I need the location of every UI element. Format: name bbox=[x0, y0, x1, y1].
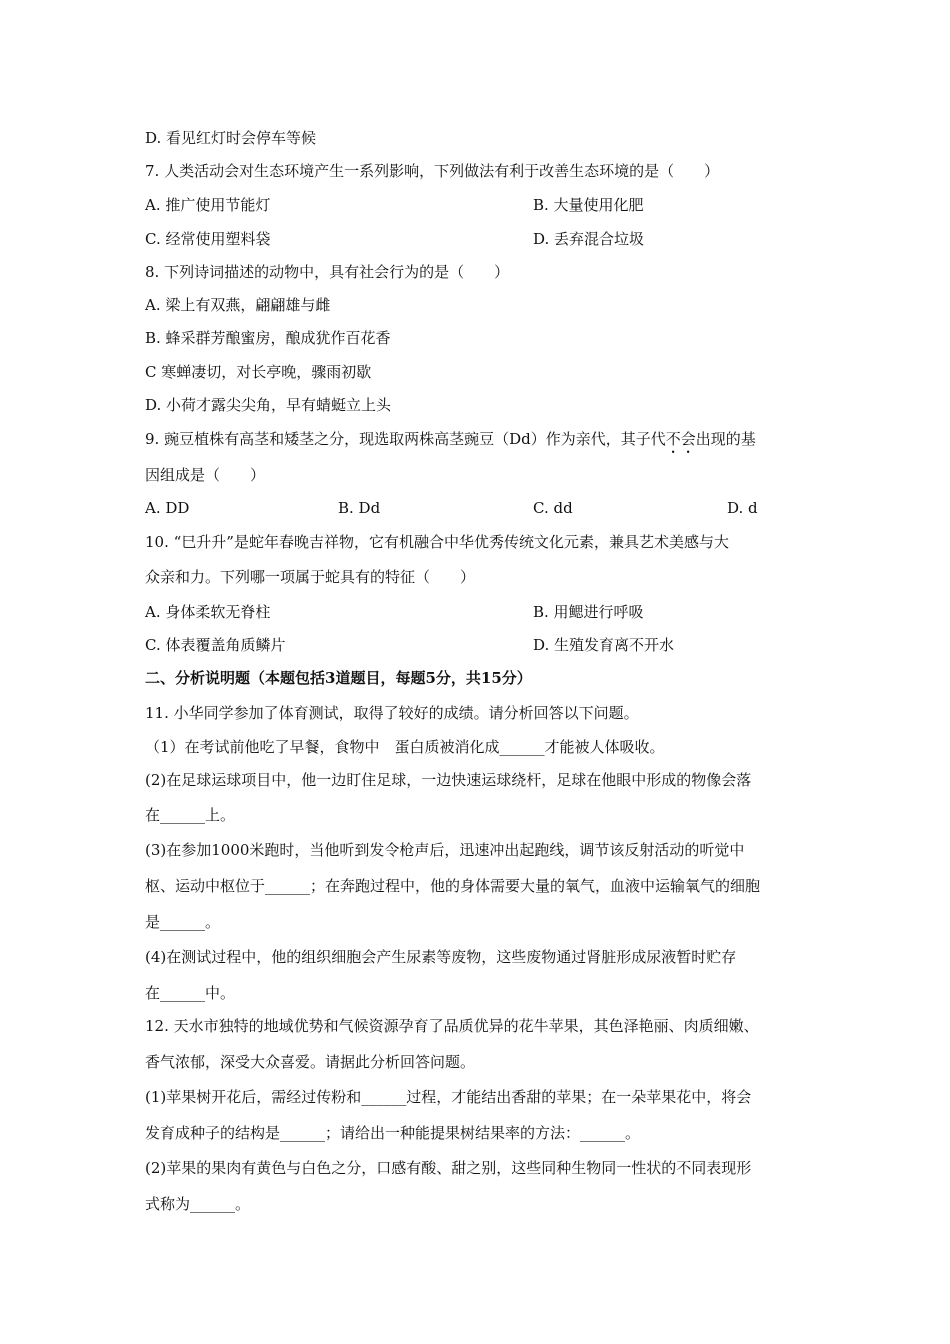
q8-option-c: C 寒蝉凄切，对长亭晚，骤雨初歇 bbox=[145, 363, 372, 381]
q8-option-d: D. 小荷才露尖尖角，早有蜻蜓立上头 bbox=[145, 396, 392, 414]
q11-part-3-line2: 枢、运动中枢位于______；在奔跑过程中，他的身体需要大量的氧气，血液中运输氧气的细胞 bbox=[145, 877, 761, 895]
q10-stem-line2: 众亲和力。下列哪一项属于蛇具有的特征（ ） bbox=[145, 568, 476, 586]
q12-part-2-line2: 式称为______。 bbox=[145, 1195, 251, 1213]
q6-option-d: D. 看见红灯时会停车等候 bbox=[145, 129, 317, 147]
q12-stem-line2: 香气浓郁，深受大众喜爱。请据此分析回答问题。 bbox=[145, 1053, 476, 1071]
q12-part-1-line2: 发育成种子的结构是______；请给出一种能提果树结果率的方法：______。 bbox=[145, 1124, 641, 1142]
q9-stem-part1: 9. 豌豆植株有高茎和矮茎之分，现选取两株高茎豌豆（Dd）作为亲代，其子代 bbox=[145, 430, 666, 448]
q7-stem: 7. 人类活动会对生态环境产生一系列影响，下列做法有利于改善生态环境的是（ ） bbox=[145, 162, 720, 180]
q9-stem-part2: 出现的基 bbox=[695, 430, 756, 448]
q10-option-a: A. 身体柔软无脊柱 bbox=[145, 603, 271, 621]
q12-part-1-line1: (1)苹果树开花后，需经过传粉和______过程，才能结出香甜的苹果；在一朵苹果花中，将会 bbox=[145, 1088, 752, 1106]
q10-option-d: D. 生殖发育离不开水 bbox=[533, 636, 675, 654]
q7-option-b: B. 大量使用化肥 bbox=[533, 196, 644, 214]
section-2-heading: 二、分析说明题（本题包括3道题目，每题5分，共15分） bbox=[145, 669, 532, 687]
q11-part-3-line3: 是______。 bbox=[145, 913, 221, 931]
q9-option-d: D. d bbox=[727, 499, 758, 517]
q11-part-2-line2: 在______上。 bbox=[145, 806, 236, 824]
q8-option-b: B. 蜂采群芳酿蜜房，酿成犹作百花香 bbox=[145, 329, 391, 347]
q11-part-4-line1: (4)在测试过程中，他的组织细胞会产生尿素等废物，这些废物通过肾脏形成尿液暂时贮存 bbox=[145, 948, 737, 966]
q11-part-1: （1）在考试前他吃了早餐，食物中 蛋白质被消化成______才能被人体吸收。 bbox=[145, 738, 665, 756]
q8-option-a: A. 梁上有双燕，翩翩雄与雌 bbox=[145, 296, 331, 314]
q11-part-4-line2: 在______中。 bbox=[145, 984, 236, 1002]
q7-option-c: C. 经常使用塑料袋 bbox=[145, 230, 271, 248]
q9-option-b: B. Dd bbox=[338, 499, 381, 517]
q10-option-c: C. 体表覆盖角质鳞片 bbox=[145, 636, 286, 654]
q8-stem: 8. 下列诗词描述的动物中，具有社会行为的是（ ） bbox=[145, 263, 510, 281]
q7-option-a: A. 推广使用节能灯 bbox=[145, 196, 271, 214]
q9-option-a: A. DD bbox=[145, 499, 190, 517]
q10-stem: 10. “巳升升”是蛇年春晚吉祥物，它有机融合中华优秀传统文化元素，兼具艺术美感与大 bbox=[145, 533, 729, 551]
q11-part-2-line1: (2)在足球运球项目中，他一边盯住足球，一边快速运球绕杆，足球在他眼中形成的物像会落 bbox=[145, 771, 752, 789]
q11-part-3-line1: (3)在参加1000米跑时，当他听到发令枪声后，迅速冲出起跑线，调节该反射活动的听觉中 bbox=[145, 841, 745, 859]
q9-option-c: C. dd bbox=[533, 499, 573, 517]
q10-option-b: B. 用鳃进行呼吸 bbox=[533, 603, 644, 621]
q11-stem: 11. 小华同学参加了体育测试，取得了较好的成绩。请分析回答以下问题。 bbox=[145, 704, 639, 722]
q9-stem bbox=[145, 429, 756, 457]
q9-stem-emphasis: 不会 bbox=[665, 430, 696, 448]
q12-stem: 12. 天水市独特的地域优势和气候资源孕育了品质优异的花牛苹果，其色泽艳丽、肉质细嫩、 bbox=[145, 1017, 759, 1035]
q7-option-d: D. 丢弃混合垃圾 bbox=[533, 230, 645, 248]
q12-part-2-line1: (2)苹果的果肉有黄色与白色之分，口感有酸、甜之别，这些同种生物同一性状的不同表现形 bbox=[145, 1159, 752, 1177]
q9-stem-line2: 因组成是（ ） bbox=[145, 466, 266, 484]
